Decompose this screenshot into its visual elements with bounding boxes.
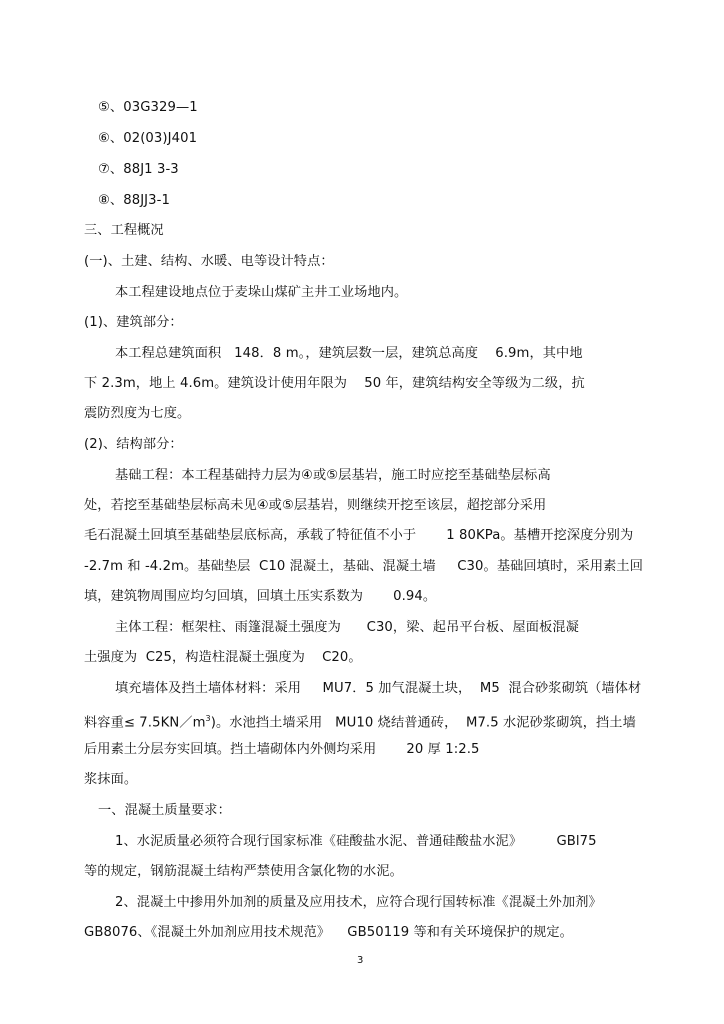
superscript: 3 — [205, 714, 211, 723]
foundation-line: -2.7m 和 -4.2m。基础垫层 C10 混凝土，基础、混凝土墙 C30。基础回填时，采用素土回 — [84, 559, 643, 574]
foundation-line: 基础工程：本工程基础持力层为④或⑤层基岩，施工时应挖至基础垫层标高 — [115, 468, 551, 483]
structure-title: (2)、结构部分： — [84, 437, 183, 452]
foundation-line: 处，若挖至基础垫层标高未见④或⑤层基岩，则继续开挖至该层，超挖部分采用 — [84, 498, 547, 513]
architecture-title: (1)、建筑部分： — [84, 315, 183, 330]
wall-material-line: 填充墙体及挡土墙体材料：采用 MU7．5 加气混凝土块， M5 混合砂浆砌筑（墙体材 — [115, 681, 642, 696]
quality-line: 2、混凝土中掺用外加剂的质量及应用技术，应符合现行国转标准《混凝土外加剂》 — [115, 895, 602, 910]
reference-item: ⑧、88JJ3-1 — [98, 193, 171, 208]
quality-line: 1、水泥质量必须符合现行国家标准《硅酸盐水泥、普通硅酸盐水泥》 GBl75 — [115, 834, 597, 849]
main-structure-line: 土强度为 C25，构造柱混凝土强度为 C20。 — [84, 650, 362, 665]
reference-item: ⑦、88J1 3-3 — [98, 162, 179, 177]
paragraph-location: 本工程建设地点位于麦垛山煤矿主井工业场地内。 — [115, 285, 408, 300]
wall-material-line: 后用素土分层夯实回填。挡土墙砌体内外侧均采用 20 厚 1:2.5 — [84, 742, 480, 757]
page-number: 3 — [357, 955, 364, 966]
quality-line: GB8076、《混凝土外加剂应用技术规范》 GB50119 等和有关环境保护的规定。 — [84, 925, 573, 940]
quality-title: 一、混凝土质量要求： — [98, 803, 231, 818]
architecture-line: 震防烈度为七度。 — [84, 406, 191, 421]
foundation-line: 填，建筑物周围应均匀回填，回填土压实系数为 0.94。 — [84, 589, 437, 604]
section-title: 三、工程概况 — [84, 223, 164, 238]
architecture-line: 本工程总建筑面积 148．8 m。，建筑层数一层，建筑总高度 6.9m，其中地 — [115, 346, 583, 361]
reference-item: ⑤、03G329—1 — [98, 100, 198, 115]
foundation-line: 毛石混凝土回填至基础垫层底标高，承载了特征值不小于 1 80KPa。基槽开挖深度分别为 — [84, 528, 634, 543]
subsection-title: (一)、土建、结构、水暖、电等设计特点： — [84, 254, 334, 269]
wall-material-line — [84, 710, 636, 732]
main-structure-line: 主体工程：框架柱、雨篷混凝土强度为 C30，梁、起吊平台板、屋面板混凝 — [115, 620, 579, 635]
wall-material-text: 料容重≤ 7.5KN／m — [84, 715, 206, 731]
wall-material-line: 浆抹面。 — [84, 772, 138, 787]
wall-material-text: )。水池挡土墙采用 MU10 烧结普通砖， M7.5 水泥砂浆砌筑，挡土墙 — [210, 715, 636, 731]
reference-item: ⑥、02(03)J401 — [98, 131, 198, 146]
quality-line: 等的规定，钢筋混凝土结构严禁使用含氯化物的水泥。 — [84, 864, 403, 879]
architecture-line: 下 2.3m，地上 4.6m。建筑设计使用年限为 50 年，建筑结构安全等级为二级，抗 — [84, 376, 585, 391]
